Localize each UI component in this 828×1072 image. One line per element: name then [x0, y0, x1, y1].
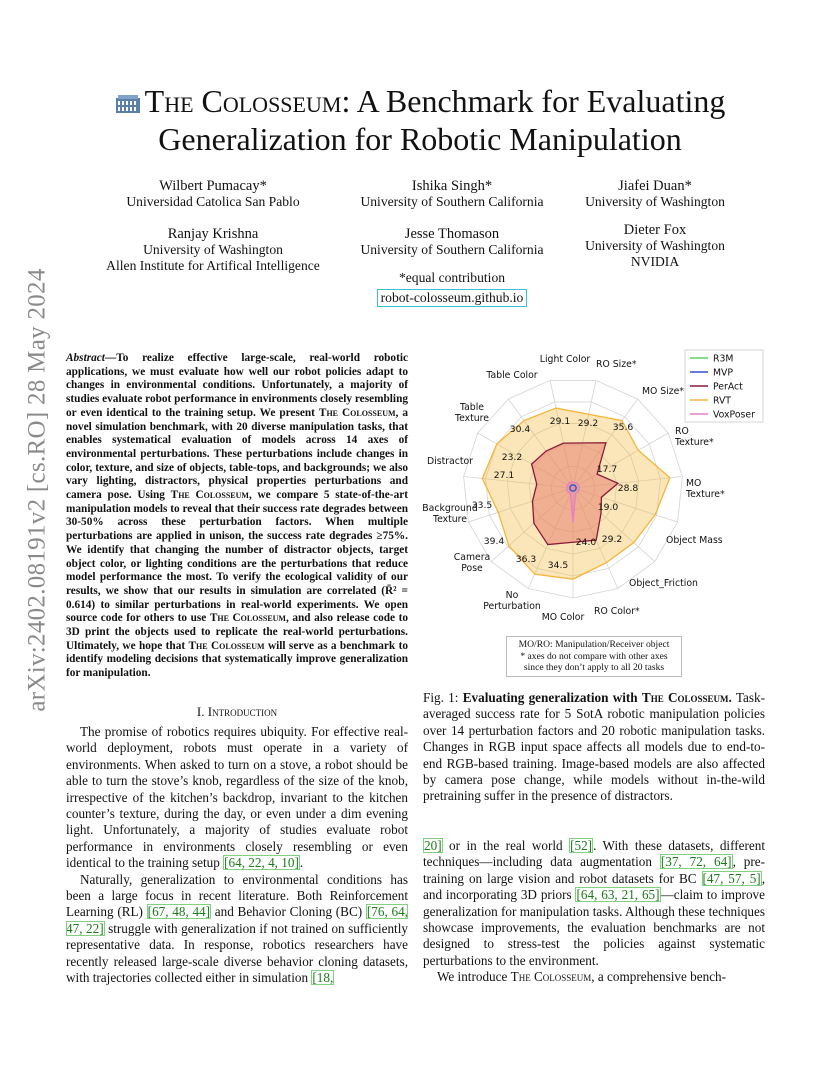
figure-caption	[423, 690, 765, 805]
paragraph-text: . With these datasets, different techniques—including data augmentation	[423, 838, 765, 870]
axis-label: Pose	[461, 563, 483, 574]
body-paragraph	[423, 838, 765, 969]
title-name: The Colosseum	[144, 83, 342, 119]
author-name: Jiafei Duan*	[618, 178, 692, 194]
intro-paragraph-1	[66, 724, 408, 872]
axis-label: Distractor	[426, 456, 474, 467]
intro-paragraph-2	[66, 872, 408, 987]
contribution-note	[342, 270, 562, 307]
axis-label: MO Color	[541, 612, 585, 623]
author-affiliation: NVIDIA	[630, 254, 680, 269]
legend-label: PerAct	[713, 381, 743, 393]
axis-label: Texture	[432, 514, 468, 525]
data-label: 35.6	[612, 422, 634, 433]
citation-link[interactable]: [76, 64, 47, 22]	[66, 904, 408, 936]
author-name: Ranjay Krishna	[167, 226, 259, 242]
legend-label: R3M	[713, 353, 734, 365]
author-affiliation: University of Washington	[585, 194, 725, 209]
arxiv-stamp	[18, 268, 58, 712]
benchmark-name: The Colosseum	[318, 406, 396, 419]
data-label: 33.5	[471, 500, 493, 511]
data-label: 30.4	[509, 424, 531, 435]
caption-title: Evaluating generalization with	[462, 690, 642, 705]
axis-label: Table	[459, 402, 485, 413]
author-block-4	[92, 226, 334, 274]
author-block-5	[342, 226, 562, 258]
axis-label: RO Size*	[596, 359, 637, 370]
author-affiliation: University of Southern California	[360, 194, 544, 209]
citation-link[interactable]: [47, 57, 5]	[702, 870, 761, 886]
paper-title	[70, 82, 770, 158]
colosseum-logo-icon	[115, 84, 141, 106]
author-block-6	[566, 222, 744, 270]
project-link[interactable]: robot-colosseum.github.io	[377, 289, 528, 307]
data-label: 36.3	[515, 554, 537, 565]
paragraph-text: The promise of robotics requires ubiquity. For effective real-world deployment, robots must operate in a variety of environments. When asked to turn on a stove, a robot should be able to turn the stove’s knob, regardless of the size of the knob, irrespective of the kitchen’s backdrop, invariant to the kitchen counter’s texture, during the day, or even under a dim evening light. Unfortunately, a majority of studies evaluate robot performance in environments closely resembling or even identical to the training setup	[66, 724, 408, 871]
note-line: since they don’t apply to all 20 tasks	[523, 662, 665, 673]
paragraph-text: We introduce	[437, 969, 511, 985]
data-label: 39.4	[483, 536, 505, 547]
data-label: 23.2	[501, 452, 523, 463]
abstract-lead: Abstract	[66, 352, 105, 364]
abstract-text: —To realize effective large-scale, real-world robotic applications, we must evaluate how well our robot policies adapt to changes in environmental conditions. Unfortunately, a majority of studies evaluate robot performance in environments closely resembling or even identical to the training setup. We present	[66, 352, 408, 419]
data-label: 34.5	[547, 560, 569, 571]
figure-note-box	[506, 636, 682, 677]
axis-label: Perturbation	[483, 601, 541, 612]
author-name: Ishika Singh*	[411, 178, 493, 194]
paragraph-text: , and incorporating 3D priors	[423, 870, 765, 903]
abstract	[66, 352, 408, 681]
data-label: 27.1	[493, 470, 515, 481]
axis-label: No	[505, 590, 519, 601]
citation-link[interactable]: [37, 72, 64]	[660, 854, 732, 870]
author-affiliation: Allen Institute for Artifical Intelligence	[106, 258, 320, 273]
axis-label: RO Color*	[594, 606, 640, 617]
author-affiliation: Universidad Catolica San Pablo	[126, 194, 300, 209]
citation-link[interactable]: [18,	[312, 970, 334, 986]
figure-1-chart	[420, 348, 766, 682]
axis-label: Camera	[453, 552, 491, 563]
axis-label: Light Color	[539, 354, 591, 365]
benchmark-name: The Colosseum	[170, 489, 249, 502]
data-label: 29.2	[601, 534, 623, 545]
benchmark-name: The Colosseum	[209, 612, 286, 625]
right-column-text	[423, 838, 765, 986]
author-name: Wilbert Pumacay*	[159, 178, 267, 194]
data-label: 29.2	[577, 418, 599, 429]
citation-link[interactable]: [64, 63, 21, 65]	[576, 887, 660, 903]
citation-link[interactable]: [64, 22, 4, 10]	[224, 855, 299, 871]
data-label: 28.8	[617, 483, 639, 494]
author-affiliation: University of Washington	[585, 238, 725, 253]
benchmark-name: The Colosseum	[510, 969, 592, 985]
title-line2: Generalization for Robotic Manipulation	[158, 121, 682, 157]
title-line1: : A Benchmark for Evaluating	[341, 83, 726, 119]
paragraph-text: Naturally, generalization to environmental conditions has been a large focus in recent literature. Both Reinforcement Learning (RL)	[66, 871, 408, 920]
axis-label: Object_Friction	[629, 578, 698, 589]
abstract-text: will serve as a benchmark to identify modeling decisions that systematically improve generalization for manipulation.	[66, 639, 408, 680]
caption-label: Fig. 1:	[423, 690, 463, 705]
axis-label: Table Color	[486, 370, 538, 381]
citation-link[interactable]: 20]	[424, 838, 442, 853]
axis-label: MO	[686, 478, 702, 489]
paragraph-text: , a comprehensive bench-	[591, 969, 727, 985]
axis-label: Object Mass	[666, 535, 723, 546]
axis-label: MO Size*	[642, 386, 685, 397]
axis-label: Texture	[454, 413, 490, 424]
axis-label: RO	[675, 426, 689, 437]
abstract-text: , and also release code to 3D print the objects used to replicate the real-world perturbations. Ultimately, we hope that	[66, 612, 409, 652]
body-paragraph	[423, 969, 765, 985]
legend-label: MVP	[713, 367, 733, 379]
legend-label: RVT	[713, 395, 731, 407]
legend-label: VoxPoser	[713, 409, 755, 421]
author-affiliation: University of Southern California	[360, 242, 544, 257]
equal-contribution: *equal contribution	[398, 270, 506, 285]
axis-label: Background	[422, 503, 478, 514]
radar-chart	[420, 348, 766, 682]
citation-link[interactable]: [67, 48, 44]	[147, 904, 211, 920]
citation-link[interactable]: [52]	[570, 838, 593, 853]
author-name: Jesse Thomason	[404, 226, 500, 242]
abstract-text: , a novel simulation benchmark, with 20 diverse manipulation tasks, that enables systematical evaluation of models across 14 axes of environmental perturbations. These perturbations include changes in color, texture, and size of objects, table-tops, and backgrounds; we also vary lighting, distractors, physical properties perturbations and camera pose. Using	[66, 406, 409, 502]
data-label: 19.0	[597, 502, 619, 513]
abstract-text: , we compare 5 state-of-the-art manipulation models to reveal that their success rate degrades between 30-50% across these perturbation factors. When multiple perturbations are applied in unison, the success rate degrades ≥75%. We identify that changing the number of distractor objects, target object color, or lighting conditions are the perturbations that reduce model performance the most. To verify the ecological validity of our results, we show that our results in simulation are correlated (R̄² = 0.614) to similar perturbations in real-world experiments. We open source code for others to use	[66, 489, 408, 625]
axis-label: Texture*	[675, 437, 714, 448]
arxiv-id: arXiv:2402.08191v2 [cs.RO] 28 May 2024	[24, 268, 52, 712]
paragraph-text: , pre-training on large vision and robot datasets for BC	[423, 854, 765, 886]
axis-label: Texture*	[686, 489, 725, 500]
benchmark-name: The Colosseum	[188, 639, 265, 652]
caption-title: .	[728, 690, 732, 705]
note-line: MO/RO: Manipulation/Receiver object	[518, 639, 670, 650]
data-label: 24.0	[575, 537, 597, 548]
paragraph-text: or in the real world	[442, 838, 570, 853]
paragraph-text: .	[299, 855, 304, 871]
author-name: Dieter Fox	[623, 222, 687, 238]
author-affiliation: University of Washington	[143, 242, 283, 257]
data-label: 17.7	[596, 464, 618, 475]
section-heading: I. Introduction	[196, 704, 278, 719]
caption-text: Task-averaged success rate for 5 SotA robotic manipulation policies over 14 perturbation factors and 20 robotic manipulation tasks. Changes in RGB input space affects all models due to end-to-end RGB-based training. Image-based models are also affected by camera pose change, while models without in-the-wild pretraining suffer in the presence of distractors.	[423, 690, 765, 804]
paragraph-text: —claim to improve generalization for manipulation tasks. Although these techniques showcase improvements, the evaluation benchmarks are not designed to stress-test the policies against systematic perturbations to the environment.	[423, 887, 765, 968]
author-block-2	[342, 178, 562, 210]
intro-text	[66, 724, 408, 987]
paragraph-text: and Behavior Cloning (BC)	[211, 904, 366, 920]
author-block-1	[100, 178, 326, 210]
data-label: 29.1	[549, 416, 571, 427]
benchmark-name: The Colosseum	[641, 690, 729, 705]
note-line: * axes do not compare with other axes	[520, 650, 668, 662]
author-block-3	[566, 178, 744, 210]
paragraph-text: struggle with generalization if not trained on sufficiently representative data. In response, robotics researchers have recently released large-scale diverse behavior cloning datasets, with trajectories collected either in simulation	[66, 920, 408, 986]
